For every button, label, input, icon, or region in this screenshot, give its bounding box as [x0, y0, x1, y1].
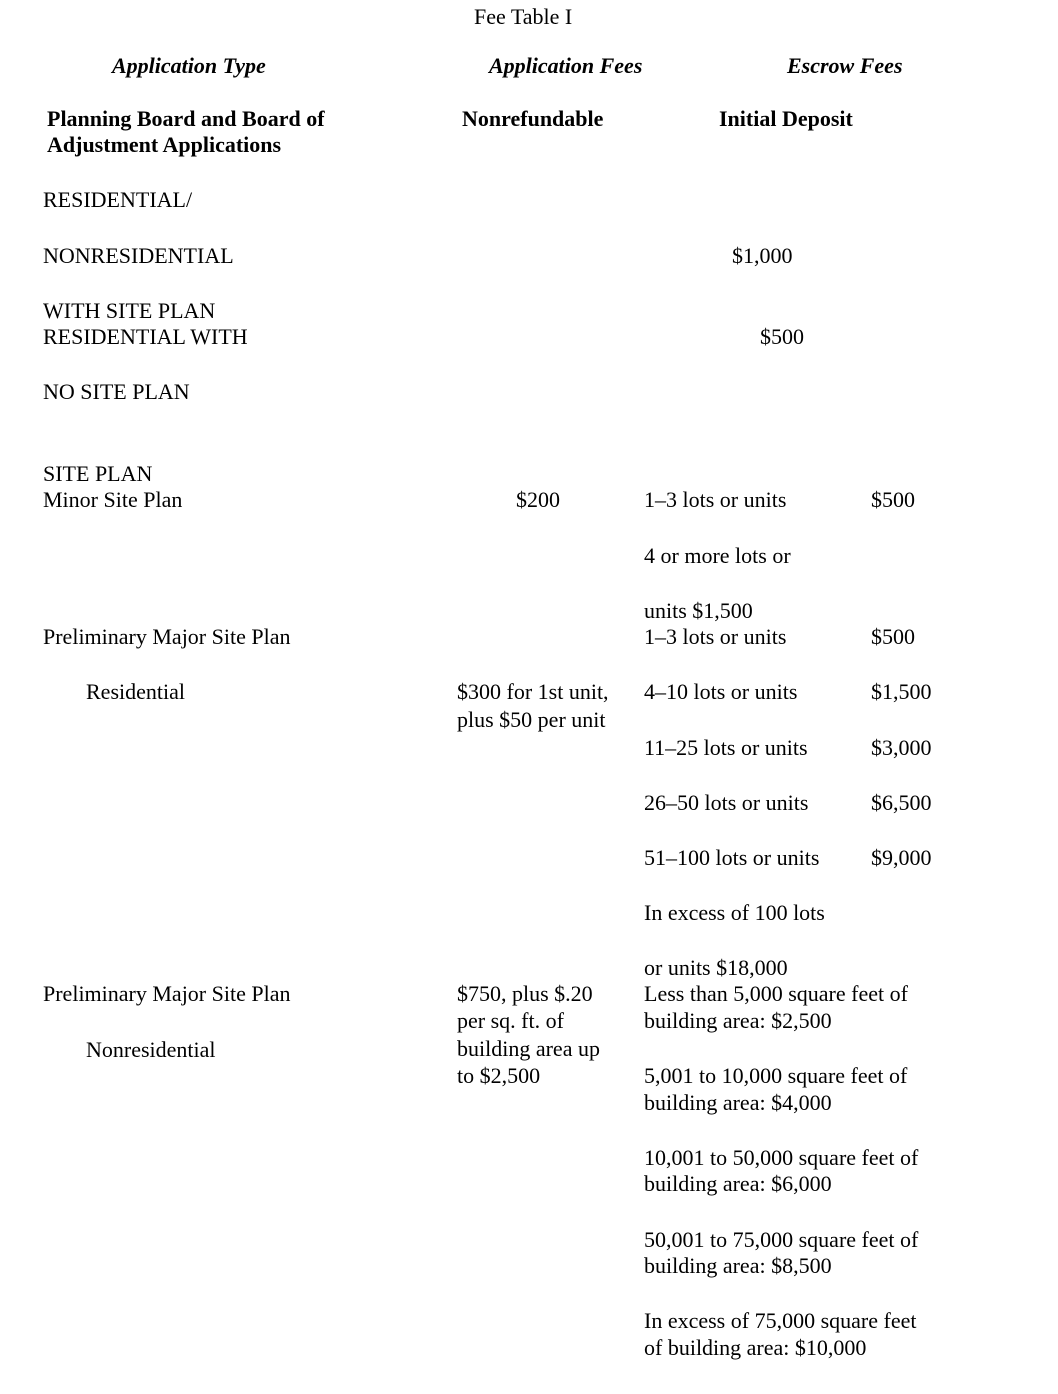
res-escrow-label: 1–3 lots or units: [644, 624, 787, 649]
header-application-fees: Application Fees: [489, 53, 643, 78]
page-title: Fee Table I: [474, 4, 573, 29]
nonresidential-deposit: $1,000: [732, 243, 793, 268]
residential-slash-label: RESIDENTIAL/: [43, 187, 193, 212]
prelim-residential-fee-line1: $300 for 1st unit,: [457, 679, 609, 704]
nonres-escrow-line1: 5,001 to 10,000 square feet of: [644, 1063, 908, 1088]
res-escrow-label: 51–100 lots or units: [644, 845, 820, 870]
minor-escrow-tier2-line2: units $1,500: [644, 598, 753, 623]
header-application-type: Application Type: [112, 53, 266, 78]
prelim-nonresidential-fee-line: per sq. ft. of: [457, 1008, 564, 1033]
residential-with-label: RESIDENTIAL WITH: [43, 324, 248, 349]
prelim-nonresidential-fee-line: to $2,500: [457, 1063, 541, 1088]
nonres-escrow-line1: Less than 5,000 square feet of: [644, 981, 908, 1006]
minor-site-plan-fee: $200: [516, 487, 560, 512]
header-escrow-fees: Escrow Fees: [787, 53, 903, 78]
site-plan-label: SITE PLAN: [43, 461, 153, 486]
res-escrow-label: 26–50 lots or units: [644, 790, 809, 815]
category-heading-line1: Planning Board and Board of: [47, 106, 325, 131]
nonrefundable-heading: Nonrefundable: [462, 106, 604, 131]
minor-escrow-tier-value: $500: [871, 487, 915, 512]
initial-deposit-heading: Initial Deposit: [719, 106, 853, 131]
nonres-escrow-line2: building area: $6,000: [644, 1171, 832, 1196]
res-escrow-label: 4–10 lots or units: [644, 679, 798, 704]
prelim-residential-subtitle: Residential: [86, 679, 185, 704]
prelim-nonresidential-title: Preliminary Major Site Plan: [43, 981, 291, 1006]
prelim-residential-fee-line2: plus $50 per unit: [457, 707, 606, 732]
res-escrow-value: $3,000: [871, 735, 932, 760]
category-heading-line2: Adjustment Applications: [47, 132, 282, 157]
minor-escrow-tier-label: 1–3 lots or units: [644, 487, 787, 512]
prelim-nonresidential-fee-line: building area up: [457, 1036, 600, 1061]
res-escrow-value: $500: [871, 624, 915, 649]
nonres-escrow-line2: of building area: $10,000: [644, 1335, 867, 1360]
prelim-residential-title: Preliminary Major Site Plan: [43, 624, 291, 649]
res-escrow-excess-line2: or units $18,000: [644, 955, 788, 980]
no-site-plan-label: NO SITE PLAN: [43, 379, 190, 404]
res-escrow-value: $9,000: [871, 845, 932, 870]
prelim-nonresidential-subtitle: Nonresidential: [86, 1037, 216, 1062]
res-escrow-value: $6,500: [871, 790, 932, 815]
nonresidential-label: NONRESIDENTIAL: [43, 243, 234, 268]
res-escrow-excess-line1: In excess of 100 lots: [644, 900, 825, 925]
res-escrow-value: $1,500: [871, 679, 932, 704]
minor-site-plan-label: Minor Site Plan: [43, 487, 183, 512]
nonres-escrow-line1: In excess of 75,000 square feet: [644, 1308, 917, 1333]
nonres-escrow-line2: building area: $8,500: [644, 1253, 832, 1278]
residential-with-deposit: $500: [760, 324, 804, 349]
minor-escrow-tier2-line1: 4 or more lots or: [644, 543, 791, 568]
prelim-nonresidential-fee-line: $750, plus $.20: [457, 981, 593, 1006]
nonres-escrow-line2: building area: $4,000: [644, 1090, 832, 1115]
with-site-plan-label: WITH SITE PLAN: [43, 298, 216, 323]
res-escrow-label: 11–25 lots or units: [644, 735, 808, 760]
nonres-escrow-line2: building area: $2,500: [644, 1008, 832, 1033]
nonres-escrow-line1: 10,001 to 50,000 square feet of: [644, 1145, 919, 1170]
nonres-escrow-line1: 50,001 to 75,000 square feet of: [644, 1227, 919, 1252]
